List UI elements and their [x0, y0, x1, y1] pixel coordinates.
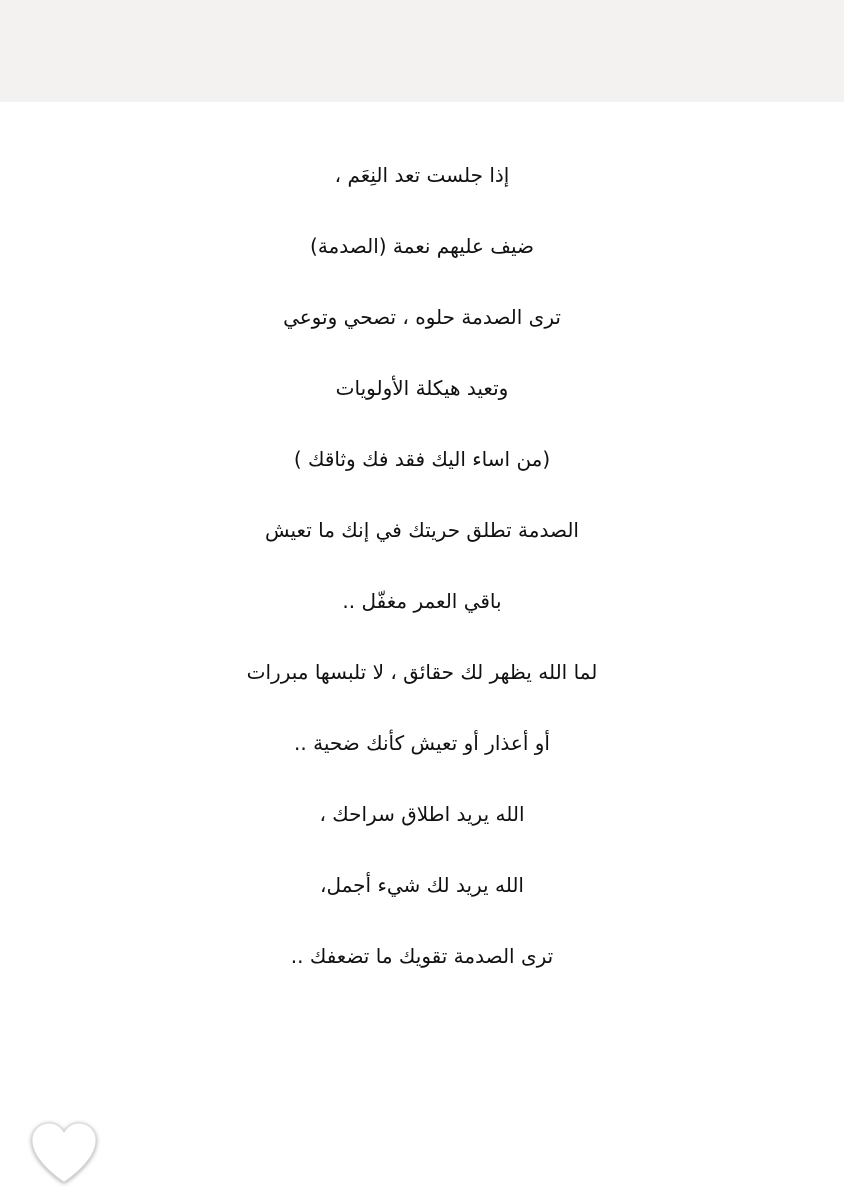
- post-line: أو أعذار أو تعيش كأنك ضحية ..: [294, 731, 550, 755]
- post-line: لما الله يظهر لك حقائق ، لا تلبسها مبررات: [246, 660, 598, 684]
- post-line: (من اساء اليك فقد فك وثاقك ): [293, 447, 551, 471]
- post-line: ترى الصدمة حلوه ، تصحي وتوعي: [283, 305, 561, 329]
- post-line: الله يريد لك شيء أجمل،: [320, 873, 524, 897]
- top-blank-strip: [0, 0, 844, 102]
- post-line: الصدمة تطلق حريتك في إنك ما تعيش: [265, 518, 579, 542]
- post-line: إذا جلست تعد النِعَم ،: [334, 163, 510, 187]
- like-button[interactable]: [28, 1120, 100, 1186]
- post-line: وتعيد هيكلة الأولويات: [335, 376, 509, 400]
- post-line: باقي العمر مغفّل ..: [342, 589, 502, 613]
- post-text: [0, 140, 844, 992]
- heart-icon: [28, 1120, 100, 1186]
- post-line: الله يريد اطلاق سراحك ،: [319, 802, 525, 826]
- post-line: ترى الصدمة تقويك ما تضعفك ..: [290, 944, 554, 968]
- post-line: ضيف عليهم نعمة (الصدمة): [310, 234, 534, 258]
